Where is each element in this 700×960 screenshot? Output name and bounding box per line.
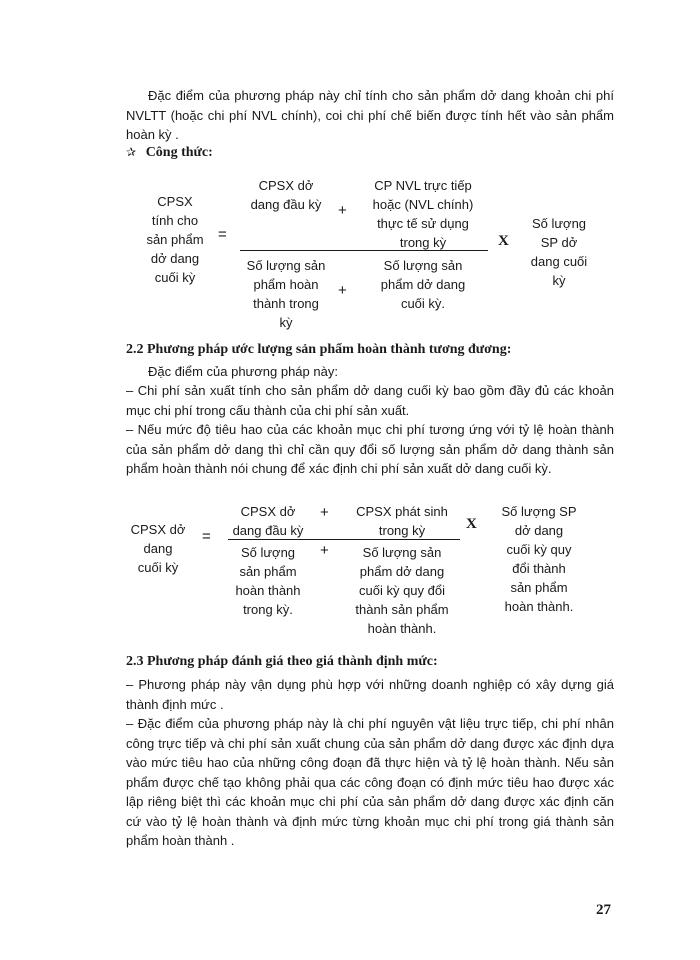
section-2-3-title: 2.3 Phương pháp đánh giá theo giá thành định mức: bbox=[126, 654, 438, 669]
section-2-2-item-2: – Nếu mức độ tiêu hao của các khoản mục chi phí tương ứng với tỷ lệ hoàn thành của sản phẩm dở dang thì chỉ cần quy đổi số lượng sản phẩm dở dang thành sản phẩm hoàn thành nói chung để xác định chi phí sản xuất dở dang cuối kỳ. bbox=[126, 422, 614, 476]
f2-fraction-line bbox=[228, 539, 460, 540]
star-icon: ✰ bbox=[126, 145, 137, 159]
f1-num-a: CPSX dở dang đầu kỳ bbox=[250, 178, 322, 212]
f1-times: X bbox=[498, 233, 509, 249]
f2-lhs: CPSX dở dang cuối kỳ bbox=[130, 522, 186, 575]
intro-paragraph: Đặc điểm của phương pháp này chỉ tính cho sản phẩm dở dang khoản chi phí NVLTT (hoặc chi phí NVL chính), coi chi phí chế biến được tính hết vào sản phẩm hoàn kỳ . bbox=[126, 88, 614, 142]
f2-times: X bbox=[466, 516, 477, 532]
f2-num-a: CPSX dở dang đầu kỳ bbox=[232, 504, 304, 538]
section-2-2-sub: Đặc điểm của phương pháp này: bbox=[148, 364, 338, 379]
f1-den-b: Số lượng sản phẩm dở dang cuối kỳ. bbox=[380, 258, 466, 311]
formula-heading-label: Công thức: bbox=[145, 145, 213, 160]
f1-num-plus: + bbox=[338, 202, 347, 219]
section-2-2-title: 2.2 Phương pháp ước lượng sản phẩm hoàn thành tương đương: bbox=[126, 342, 512, 357]
f2-num-b: CPSX phát sinh trong kỳ bbox=[356, 504, 448, 538]
f2-num-plus: + bbox=[320, 504, 329, 521]
f2-den-b: Số lượng sản phẩm dở dang cuối kỳ quy đổi thành sản phẩm hoàn thành. bbox=[355, 545, 449, 636]
f2-den-plus: + bbox=[320, 542, 329, 559]
section-2-3-item-1: – Phương pháp này vận dụng phù hợp với những doanh nghiệp có xây dựng giá thành định mức . bbox=[126, 677, 614, 712]
section-2-2-item-1: – Chi phí sản xuất tính cho sản phẩm dở dang cuối kỳ bao gồm đầy đủ các khoản mục chi phí trong cấu thành của chi phí sản xuất. bbox=[126, 383, 614, 418]
f1-equals: = bbox=[218, 226, 227, 243]
f1-den-a: Số lượng sản phẩm hoàn thành trong kỳ bbox=[246, 258, 326, 330]
f1-den-plus: + bbox=[338, 282, 347, 299]
f1-num-b: CP NVL trực tiếp hoặc (NVL chính) thực tế sử dụng trong kỳ bbox=[372, 178, 474, 250]
section-2-3-item-2: – Đặc điểm của phương pháp này là chi phí nguyên vật liệu trực tiếp, chi phí nhân công trực tiếp và chi phí sản xuất chung của sản phẩm dở dang được xác định dựa vào mức tiêu hao của những công đoạn đã thực hiện và tỷ lệ hoàn thành. Nếu sản phẩm được chế tạo không phải qua các công đoạn có định mức tiêu hao được xác lập riêng biệt thì các khoản mục chi phí của sản phẩm dở dang được xác định căn cứ vào tỷ lệ hoàn thành và định mức từng khoản mục chi phí trong giá thành sản phẩm hoàn thành . bbox=[126, 716, 614, 848]
f1-rhs: Số lượng SP dở dang cuối kỳ bbox=[530, 216, 588, 288]
f1-fraction-line bbox=[240, 250, 488, 251]
f2-equals: = bbox=[202, 528, 211, 545]
f2-rhs: Số lượng SP dở dang cuối kỳ quy đổi thành sản phẩm hoàn thành. bbox=[501, 504, 577, 614]
f2-den-a: Số lượng sản phẩm hoàn thành trong kỳ. bbox=[235, 545, 301, 617]
page-number: 27 bbox=[596, 902, 611, 918]
f1-lhs: CPSX tính cho sản phẩm dở dang cuối kỳ bbox=[146, 194, 204, 285]
formula-heading bbox=[126, 144, 213, 161]
